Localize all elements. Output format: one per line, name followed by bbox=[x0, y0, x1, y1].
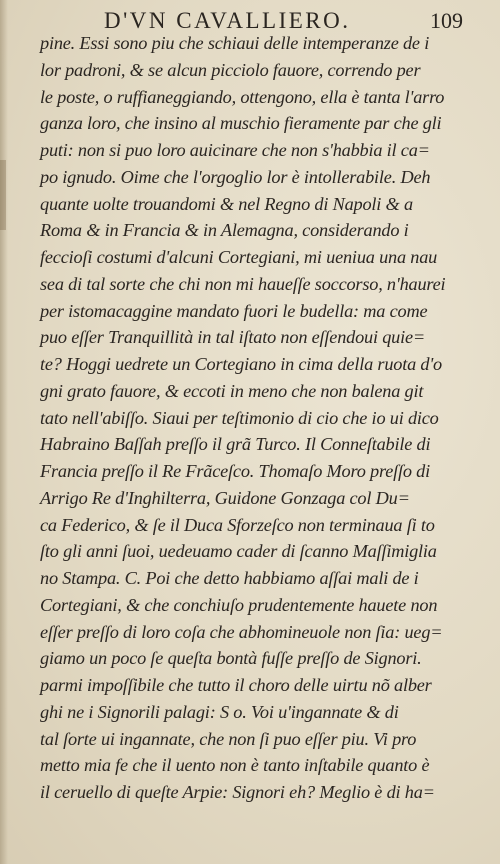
page-stain bbox=[0, 160, 6, 230]
text-line: ca Federico, & ſe il Duca Sforzeſco non terminaua ſi to bbox=[40, 514, 435, 535]
text-line: quante uolte trouandomi & nel Regno di Napoli & a bbox=[40, 193, 413, 214]
text-line: lor padroni, & se alcun picciolo fauore, correndo per bbox=[40, 59, 421, 80]
text-line: puo eſſer Tranquillità in tal iſtato non eſſendoui quie= bbox=[40, 327, 426, 348]
text-line: Cortegiani, & che conchiuſo prudentemente hauete non bbox=[40, 594, 438, 615]
text-line: tal ſorte ui ingannate, che non ſi puo eſſer piu. Vi pro bbox=[40, 728, 417, 749]
text-line: parmi impoſſibile che tutto il choro delle uirtu nõ alber bbox=[40, 675, 432, 695]
text-line: il ceruello di queſte Arpie: Signori eh? Meglio è di ha= bbox=[40, 782, 435, 802]
text-line: Habraino Baſſah preſſo il grã Turco. Il Conneſtabile di bbox=[40, 434, 431, 455]
text-line: sea di tal sorte che chi non mi haueſſe soccorso, n'haurei bbox=[40, 273, 446, 294]
text-line: tato nell'abiſſo. Siaui per teſtimonio di cio che io ui dico bbox=[40, 407, 439, 428]
text-line: Francia preſſo il Re Frãceſco. Thomaſo Moro preſſo di bbox=[40, 461, 431, 481]
text-line: per istomacaggine mandato fuori le budella: ma come bbox=[40, 300, 428, 321]
text-line: ghi ne i Signorili palagi: S o. Voi u'ingannate & di bbox=[40, 701, 399, 722]
text-line: eſſer preſſo di loro coſa che abhomineuole non ſia: ueg= bbox=[40, 621, 443, 642]
text-line: ganza loro, che insino al muschio fieramente par che gli bbox=[40, 113, 442, 134]
text-line: gni grato fauore, & eccoti in meno che non balena git bbox=[40, 380, 424, 401]
page-gutter-shadow bbox=[0, 0, 8, 864]
text-line: Roma & in Francia & in Alemagna, considerando i bbox=[40, 220, 409, 241]
text-line: le poste, o ruffianeggiando, ottengono, ella è tanta l'arro bbox=[40, 86, 445, 107]
page-number: 109 bbox=[430, 8, 463, 33]
running-head: D'VN CAVALLIERO. bbox=[104, 8, 351, 33]
text-line: feccioſi costumi d'alcuni Cortegiani, mi ueniua una nau bbox=[40, 247, 438, 267]
text-line: no Stampa. C. Poi che detto habbiamo aſſai mali de i bbox=[40, 568, 419, 588]
body-text bbox=[40, 30, 472, 806]
text-line: te? Hoggi uedrete un Cortegiano in cima della ruota d'o bbox=[40, 354, 442, 374]
text-line: giamo un poco ſe queſta bontà fuſſe preſſo de Signori. bbox=[40, 648, 422, 669]
text-line: pine. Essi sono piu che schiaui delle intemperanze de i bbox=[40, 33, 430, 53]
text-line: metto mia fe che il uento non è tanto inſtabile quanto è bbox=[40, 755, 430, 776]
text-line: Arrigo Re d'Inghilterra, Guidone Gonzaga col Du= bbox=[40, 487, 410, 508]
text-line: puti: non si puo loro auicinare che non s'habbia il ca= bbox=[40, 140, 430, 160]
text-line: ſto gli anni ſuoi, uedeuamo cader di ſcanno Maſſimiglia bbox=[40, 541, 437, 562]
text-line: po ignudo. Oime che l'orgoglio lor è intollerabile. Deh bbox=[40, 166, 431, 187]
